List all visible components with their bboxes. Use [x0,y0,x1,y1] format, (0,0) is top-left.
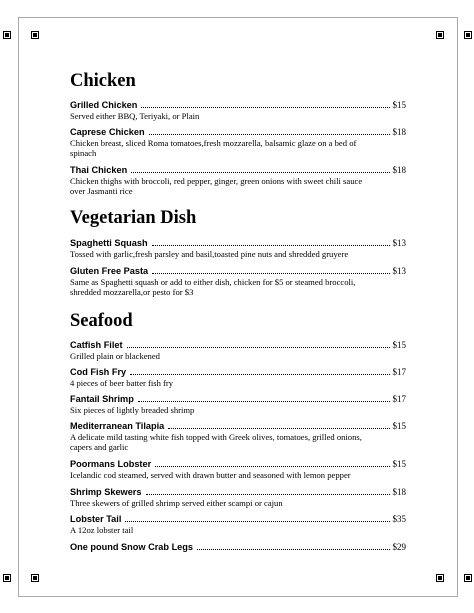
menu-item [70,126,406,158]
item-name: Thai Chicken [70,165,128,175]
item-name: Gluten Free Pasta [70,266,149,276]
dot-leader [152,272,389,274]
item-price: $15 [392,459,406,469]
corner-handle-bottom-right[interactable] [436,574,444,582]
item-description: Grilled plain or blackened [70,351,160,361]
item-name: Shrimp Skewers [70,487,142,497]
item-description: A 12oz lobster tail [70,525,134,535]
dot-leader [125,520,389,522]
menu-item [70,265,406,297]
menu-item [70,366,406,388]
section-chicken [70,70,406,92]
dot-leader [127,346,390,348]
menu-item [70,486,406,508]
menu-item [70,420,406,452]
dot-leader [197,548,389,550]
dot-leader [149,133,390,135]
menu-item [70,164,406,196]
menu-item [70,513,406,535]
item-description: Same as Spaghetti squash or add to either dish, chicken for $5 or steamed broccoli, shredded mozzarella,or pesto for $3 [70,277,356,298]
menu-item [70,393,406,415]
menu-item [70,237,406,259]
item-price: $15 [392,421,406,431]
item-description: Icelandic cod steamed, served with drawn butter and seasoned with lemon pepper [70,470,351,480]
item-price: $13 [392,266,406,276]
item-name: Cod Fish Fry [70,367,127,377]
item-price: $18 [392,165,406,175]
section-title: Vegetarian Dish [70,208,197,228]
item-price: $17 [392,394,406,404]
menu-item [70,541,406,553]
item-description: 4 pieces of beer batter fish fry [70,378,174,388]
menu-item [70,458,406,480]
item-price: $17 [392,367,406,377]
item-description: Tossed with garlic,fresh parsley and basil,toasted pine nuts and shredded gruyere [70,249,349,259]
item-name: Lobster Tail [70,514,122,524]
item-description: A delicate mild tasting white fish topped with Greek olives, tomatoes, grilled onions, capers and garlic [70,432,362,453]
item-name: Poormans Lobster [70,459,152,469]
corner-handle-outer-top-right[interactable] [464,31,472,39]
dot-leader [131,171,389,173]
corner-handle-outer-bottom-left[interactable] [3,574,11,582]
dot-leader [155,465,389,467]
dot-leader [168,427,389,429]
item-price: $18 [392,487,406,497]
dot-leader [146,493,390,495]
dot-leader [152,244,390,246]
menu-item [70,339,406,361]
section-title: Chicken [70,71,136,91]
item-price: $15 [392,340,406,350]
item-name: One pound Snow Crab Legs [70,542,194,552]
item-price: $13 [392,238,406,248]
dot-leader [130,373,389,375]
corner-handle-outer-top-left[interactable] [3,31,11,39]
item-description: Three skewers of grilled shrimp served either scampi or cajun [70,498,283,508]
corner-handle-outer-bottom-right[interactable] [464,574,472,582]
dot-leader [141,106,389,108]
dot-leader [138,400,390,402]
item-price: $29 [392,542,406,552]
section-vegetarian [70,207,406,229]
item-price: $18 [392,127,406,137]
corner-handle-bottom-left[interactable] [31,574,39,582]
item-name: Mediterranean Tilapia [70,421,165,431]
section-title: Seafood [70,311,133,331]
item-name: Spaghetti Squash [70,238,148,248]
item-description: Chicken thighs with broccoli, red pepper, ginger, green onions with sweet chili sauce over Jasmanti rice [70,176,363,197]
corner-handle-top-right[interactable] [436,31,444,39]
item-price: $15 [392,100,406,110]
item-name: Caprese Chicken [70,127,145,137]
item-description: Chicken breast, sliced Roma tomatoes,fresh mozzarella, balsamic glaze on a bed of spinach [70,138,357,159]
item-price: $35 [392,514,406,524]
section-seafood [70,310,406,332]
item-description: Served either BBQ, Teriyaki, or Plain [70,111,200,121]
corner-handle-top-left[interactable] [31,31,39,39]
item-name: Catfish Filet [70,340,123,350]
item-name: Fantail Shrimp [70,394,134,404]
menu-item [70,99,406,121]
item-description: Six pieces of lightly breaded shrimp [70,405,195,415]
item-name: Grilled Chicken [70,100,138,110]
